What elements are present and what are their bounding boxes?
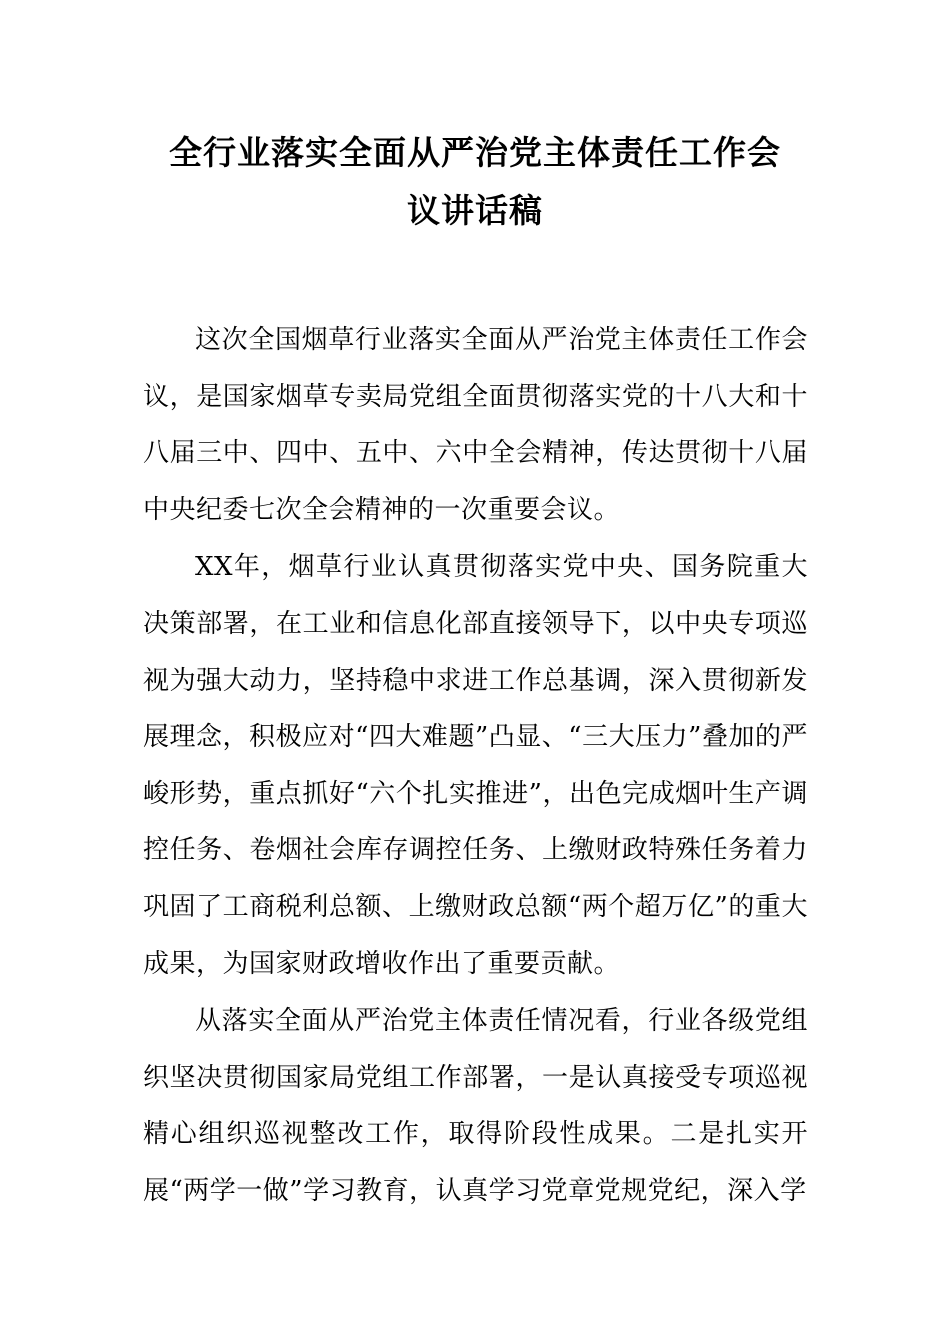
document-title xyxy=(140,124,810,240)
paragraph-1: 这次全国烟草行业落实全面从严治党主体责任工作会议，是国家烟草专卖局党组全面贯彻落实党的十八大和十八届三中、四中、五中、六中全会精神，传达贯彻十八届中央纪委七次全会精神的一次重要会议。 xyxy=(143,325,808,525)
document-body xyxy=(143,312,808,1221)
document-title-line-1: 全行业落实全面从严治党主体责任工作会 xyxy=(169,133,781,172)
paragraph-2: XX年，烟草行业认真贯彻落实党中央、国务院重大决策部署，在工业和信息化部直接领导下，以中央专项巡视为强大动力，坚持稳中求进工作总基调，深入贯彻新发展理念，积极应对“四大难题”凸显、“三大压力”叠加的严峻形势，重点抓好“六个扎实推进”，出色完成烟叶生产调控任务、卷烟社会库存调控任务、上缴财政特殊任务着力巩固了工商税利总额、上缴财政总额“两个超万亿”的重大成果，为国家财政增收作出了重要贡献。 xyxy=(143,552,808,979)
paragraph-3: 从落实全面从严治党主体责任情况看，行业各级党组织坚决贯彻国家局党组工作部署，一是认真接受专项巡视精心组织巡视整改工作，取得阶段性成果。二是扎实开展“两学一做”学习教育，认真学习党章党规党纪，深入学 xyxy=(143,1006,808,1206)
document-title-line-2: 议讲话稿 xyxy=(407,191,543,230)
